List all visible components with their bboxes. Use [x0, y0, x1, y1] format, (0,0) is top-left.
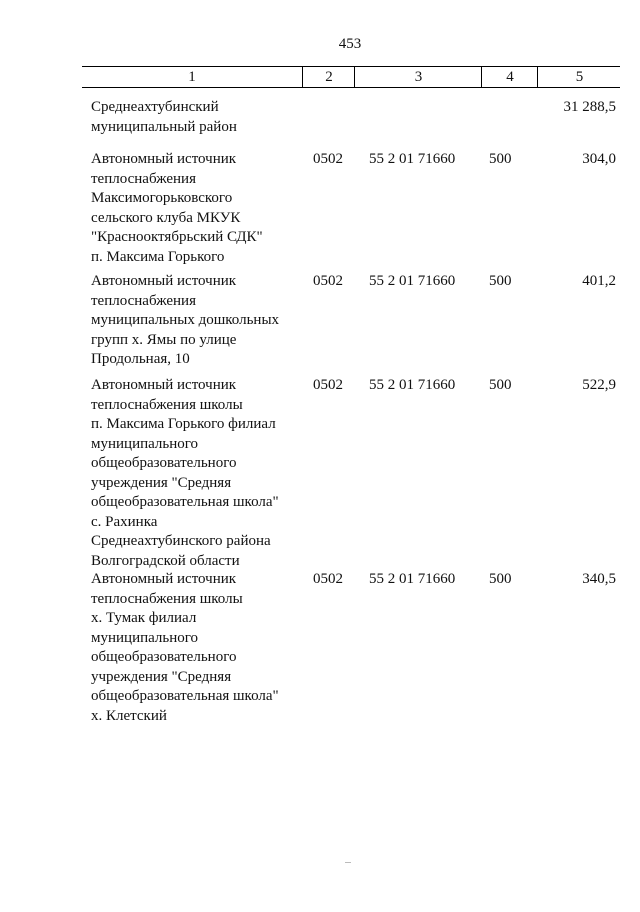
row-col2: 0502 — [313, 377, 343, 393]
row-name — [91, 376, 301, 571]
row-name-line: общеобразовательного — [91, 455, 237, 471]
row-name-line: Продольная, 10 — [91, 351, 190, 367]
table-header — [82, 66, 620, 88]
row-col2: 0502 — [313, 151, 343, 167]
row-col4: 500 — [489, 151, 512, 167]
row-name-line: муниципальных дошкольных — [91, 312, 280, 328]
row-name-line: Автономный источник — [91, 377, 237, 393]
row-col4: 500 — [489, 377, 512, 393]
row-name-line: х. Тумак филиал — [91, 610, 197, 626]
header-col-3: 3 — [354, 67, 482, 87]
row-name-line: Максимогорьковского — [91, 190, 233, 206]
row-col4: 500 — [489, 571, 512, 587]
row-name-line: теплоснабжения — [91, 292, 196, 309]
row-name-line: групп х. Ямы по улице — [91, 331, 237, 348]
row-name — [91, 150, 301, 267]
row-name-line: с. Рахинка — [91, 513, 158, 530]
row-name-line: теплоснабжения школы — [91, 590, 243, 607]
row-name-line: сельского клуба МКУК — [91, 209, 241, 226]
row-name-line: муниципального — [91, 629, 199, 646]
row-name-line: х. Клетский — [91, 707, 167, 724]
row-name-line: п. Максима Горького филиал — [91, 416, 276, 432]
page-number: 453 — [338, 36, 362, 52]
row-col5: 304,0 — [582, 151, 616, 167]
row-col3: 55 2 01 71660 — [369, 151, 456, 167]
row-name-line: общеобразовательная школа" — [91, 494, 279, 510]
row-name — [91, 98, 301, 137]
header-col-5: 5 — [537, 67, 621, 87]
row-name-line: "Краснооктябрьский СДК" — [91, 229, 263, 245]
row-name — [91, 272, 301, 370]
row-name-line: Среднеахтубинский — [91, 99, 219, 115]
row-name-line: п. Максима Горького — [91, 248, 225, 265]
row-col4: 500 — [489, 273, 512, 289]
row-name-line: Среднеахтубинского района — [91, 533, 271, 549]
header-col-4: 4 — [481, 67, 538, 87]
row-name-line: Волгоградской области — [91, 552, 240, 569]
row-col3: 55 2 01 71660 — [369, 377, 456, 393]
row-name-line: общеобразовательная школа" — [91, 688, 279, 704]
header-col-2: 2 — [302, 67, 355, 87]
row-name-line: теплоснабжения школы — [91, 396, 243, 413]
row-col3: 55 2 01 71660 — [369, 571, 456, 587]
header-col-1: 1 — [188, 69, 196, 85]
row-name-line: учреждения "Средняя — [91, 668, 232, 685]
row-col3: 55 2 01 71660 — [369, 273, 456, 289]
scan-mark — [345, 862, 351, 863]
row-name-line: муниципальный район — [91, 118, 237, 135]
row-col5: 340,5 — [582, 571, 616, 587]
row-name-line: Автономный источник — [91, 151, 237, 167]
row-name-line: муниципального — [91, 435, 199, 452]
row-name-line: общеобразовательного — [91, 649, 237, 665]
row-name-line: Автономный источник — [91, 273, 237, 289]
row-name-line: Автономный источник — [91, 571, 237, 587]
row-col5: 522,9 — [582, 377, 616, 393]
row-name — [91, 570, 301, 726]
row-name-line: учреждения "Средняя — [91, 474, 232, 491]
row-col5: 401,2 — [582, 273, 616, 289]
row-col2: 0502 — [313, 571, 343, 587]
row-col5: 31 288,5 — [563, 99, 616, 115]
row-col2: 0502 — [313, 273, 343, 289]
row-name-line: теплоснабжения — [91, 170, 196, 187]
